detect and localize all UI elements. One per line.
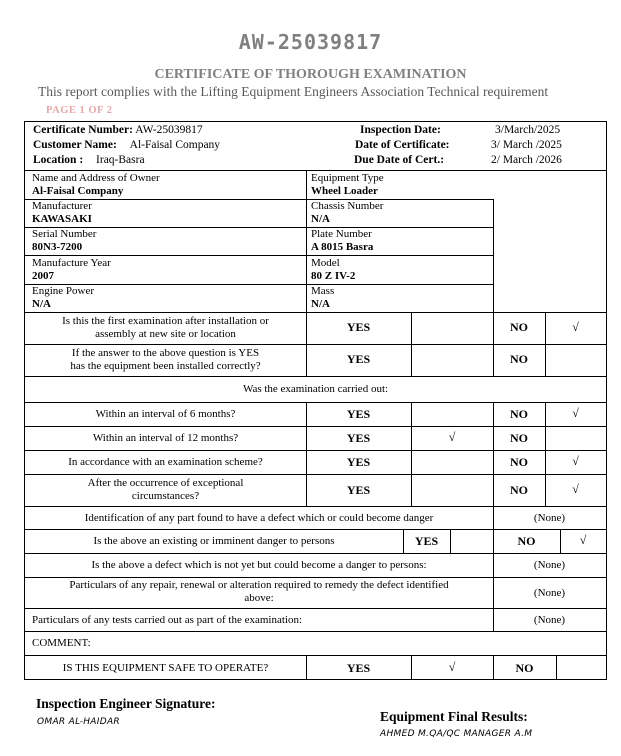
customer-row xyxy=(33,139,220,151)
inspection-date-label: Inspection Date: xyxy=(360,124,441,136)
cert-number-row xyxy=(33,124,203,136)
year-value: 2007 xyxy=(32,270,54,282)
plate-label: Plate Number xyxy=(311,228,372,240)
q5-yes: YES xyxy=(346,455,371,469)
mass-value: N/A xyxy=(311,298,330,310)
q7-text: Identification of any part found to have a defect which or could become danger xyxy=(84,512,434,524)
year-label: Manufacture Year xyxy=(32,257,111,269)
safe-yes: YES xyxy=(346,661,371,675)
engine-power-value: N/A xyxy=(32,298,51,310)
q11-answer: (None) xyxy=(533,614,566,626)
serial-value: 80N3-7200 xyxy=(32,241,83,253)
q5-no: NO xyxy=(510,455,528,469)
document-title: CERTIFICATE OF THOROUGH EXAMINATION xyxy=(154,67,467,82)
engine-power-label: Engine Power xyxy=(32,285,95,297)
owner-value: Al-Faisal Company xyxy=(32,185,124,197)
q5-text: In accordance with an examination scheme? xyxy=(68,456,263,468)
safe-yes-tick: √ xyxy=(448,660,456,674)
q8-no: NO xyxy=(517,534,536,548)
cert-number-label: Certificate Number: xyxy=(33,124,133,136)
final-results-signature: AHMED M.QA/QC MANAGER A.M xyxy=(380,729,533,739)
q8-text: Is the above an existing or imminent danger to persons xyxy=(93,535,335,547)
q11-text: Particulars of any tests carried out as part of the examination: xyxy=(32,614,303,626)
q4-yes: YES xyxy=(346,431,371,445)
q3-text: Within an interval of 6 months? xyxy=(95,408,236,420)
location-value: Iraq-Basra xyxy=(96,154,145,166)
q2-text: If the answer to the above question is YES has the equipment been installed correctly? xyxy=(70,347,261,372)
q6-no-tick: √ xyxy=(572,482,579,496)
q1-no-tick: √ xyxy=(572,320,579,334)
comment-label: COMMENT: xyxy=(32,637,91,649)
page-label: PAGE 1 OF 2 xyxy=(46,105,113,116)
safe-text: IS THIS EQUIPMENT SAFE TO OPERATE? xyxy=(62,662,269,674)
q2-yes: YES xyxy=(346,352,371,366)
q1-text: Is this the first examination after installation or assembly at new site or location xyxy=(62,315,269,340)
plate-value: A 8015 Basra xyxy=(311,241,374,253)
location-row xyxy=(33,154,145,166)
equipment-type-value: Wheel Loader xyxy=(311,185,378,197)
mass-label: Mass xyxy=(311,285,335,297)
q5-no-tick: √ xyxy=(572,454,579,468)
q1-yes: YES xyxy=(346,320,371,334)
q4-text: Within an interval of 12 months? xyxy=(92,432,239,444)
q7-answer: (None) xyxy=(533,512,566,524)
owner-label: Name and Address of Owner xyxy=(32,172,160,184)
certificate-id-heading: AW-25039817 xyxy=(238,30,383,54)
q9-text: Is the above a defect which is not yet but could become a danger to persons: xyxy=(91,559,427,571)
equipment-type-label: Equipment Type xyxy=(311,172,384,184)
cert-number-value: AW-25039817 xyxy=(135,124,203,136)
q2-no: NO xyxy=(510,352,528,366)
model-label: Model xyxy=(311,257,340,269)
document-subtitle: This report complies with the Lifting Equipment Engineers Association Technical requirement xyxy=(38,84,549,99)
q6-no: NO xyxy=(510,483,528,497)
customer-value: Al-Faisal Company xyxy=(129,139,221,151)
safe-no: NO xyxy=(515,661,534,675)
q8-yes: YES xyxy=(414,534,439,548)
q3-no: NO xyxy=(510,407,528,421)
q3-yes: YES xyxy=(346,407,371,421)
q3-no-tick: √ xyxy=(572,406,579,420)
engineer-signature-name: OMAR AL-HAIDAR xyxy=(37,717,120,727)
model-value: 80 Z IV-2 xyxy=(311,270,356,282)
engineer-signature-label: Inspection Engineer Signature: xyxy=(36,696,216,711)
certificate-form xyxy=(24,121,607,680)
chassis-label: Chassis Number xyxy=(311,200,384,212)
date-of-cert-value: 3/ March /2025 xyxy=(491,139,562,151)
inspection-date-value: 3/March/2025 xyxy=(495,124,561,136)
q10-answer: (None) xyxy=(533,587,566,599)
final-results-label: Equipment Final Results: xyxy=(380,709,528,724)
date-of-cert-label: Date of Certificate: xyxy=(355,139,450,151)
q9-answer: (None) xyxy=(533,559,566,571)
q4-yes-tick: √ xyxy=(448,430,456,444)
carried-out-heading: Was the examination carried out: xyxy=(242,383,389,395)
manufacturer-label: Manufacturer xyxy=(32,200,92,212)
q4-no: NO xyxy=(510,431,528,445)
q6-yes: YES xyxy=(346,483,371,497)
customer-label: Customer Name: xyxy=(33,139,117,151)
due-date-value: 2/ March /2026 xyxy=(491,154,562,166)
q6-text: After the occurrence of exceptional circumstances? xyxy=(87,477,244,502)
q10-text: Particulars of any repair, renewal or alteration required to remedy the defect identified above: xyxy=(69,579,449,604)
q1-no: NO xyxy=(510,320,528,334)
manufacturer-value: KAWASAKI xyxy=(32,213,92,225)
location-label: Location : xyxy=(33,154,84,166)
q8-no-tick: √ xyxy=(579,533,587,547)
due-date-label: Due Date of Cert.: xyxy=(354,154,445,166)
chassis-value: N/A xyxy=(311,213,330,225)
serial-label: Serial Number xyxy=(32,228,97,240)
